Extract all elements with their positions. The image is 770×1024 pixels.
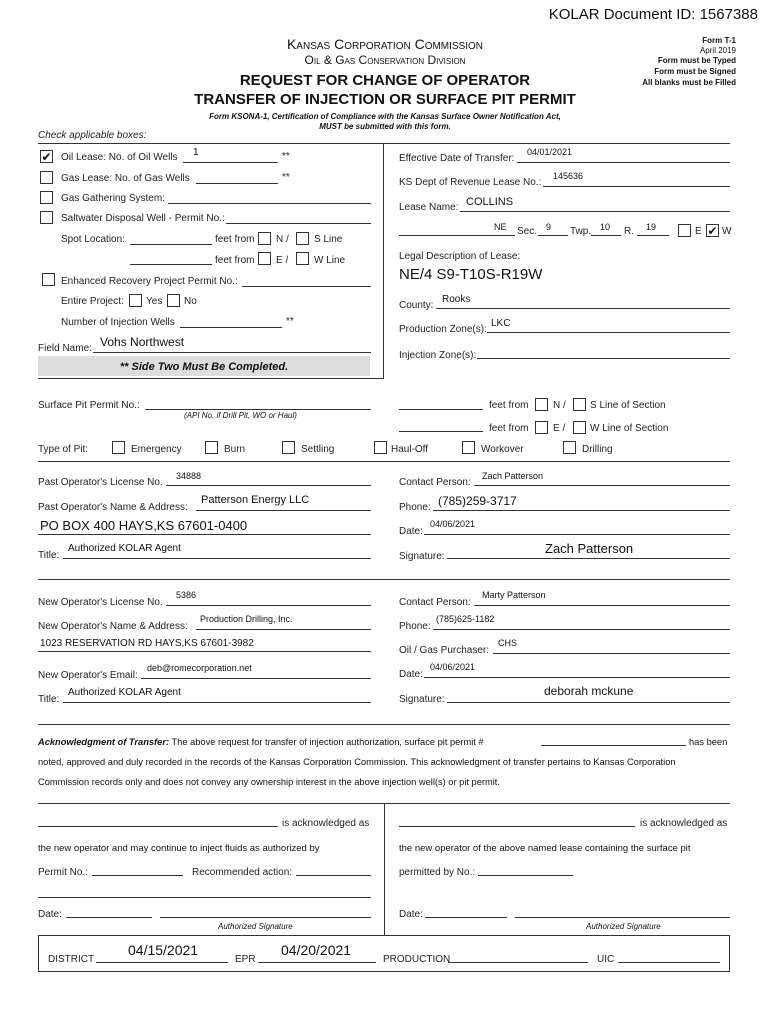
past-title-label: Title: bbox=[38, 550, 60, 561]
effective-date-value[interactable]: 04/01/2021 bbox=[527, 147, 573, 157]
production-zone-label: Production Zone(s): bbox=[399, 324, 487, 335]
range-w-checkbox[interactable]: ✔ bbox=[707, 224, 718, 238]
range-w-label: W bbox=[722, 226, 732, 237]
county-value[interactable]: Rooks bbox=[442, 294, 471, 305]
ack-text-1: The above request for transfer of injection authorization, surface pit permit # bbox=[171, 737, 484, 747]
agency-name: Kansas Corporation Commission bbox=[286, 36, 484, 52]
entire-project-label: Entire Project: bbox=[61, 296, 124, 307]
new-phone-label: Phone: bbox=[399, 621, 431, 632]
spot-s-label: S Line bbox=[314, 234, 343, 245]
past-date-value[interactable]: 04/06/2021 bbox=[430, 519, 476, 529]
pit-hauloff-checkbox[interactable] bbox=[374, 441, 387, 454]
epr-date[interactable]: 04/20/2021 bbox=[281, 942, 352, 958]
spot-n-label: N / bbox=[276, 234, 289, 245]
ack-right-is-ack: is acknowledged as bbox=[640, 818, 728, 829]
past-signature-label: Signature: bbox=[399, 551, 445, 562]
spot-s-checkbox[interactable] bbox=[296, 232, 309, 245]
surface-pit-permit-label: Surface Pit Permit No.: bbox=[38, 400, 140, 411]
ack-lead: Acknowledgment of Transfer: bbox=[38, 737, 170, 747]
range-value[interactable]: 19 bbox=[646, 222, 657, 232]
epr-label: EPR bbox=[235, 954, 256, 965]
check-boxes-label: Check applicable boxes: bbox=[38, 130, 147, 141]
ack-permit-no-label: Permit No.: bbox=[38, 867, 89, 878]
new-title-label: Title: bbox=[38, 694, 60, 705]
past-license-value[interactable]: 34888 bbox=[176, 471, 202, 481]
production-label: PRODUCTION bbox=[383, 954, 451, 965]
pit-emergency-label: Emergency bbox=[131, 444, 182, 455]
ack-text-2: noted, approved and duly recorded in the records of the Kansas Corporation Commission. This acknowledgment of transfer pertains to Kansas Corporation bbox=[38, 757, 676, 767]
injection-wells-star: ** bbox=[286, 316, 294, 327]
lease-name-label: Lease Name: bbox=[399, 202, 459, 213]
past-address-value[interactable]: PO BOX 400 HAYS,KS 67601-0400 bbox=[40, 518, 248, 533]
spot-w-label: W Line bbox=[314, 255, 346, 266]
ack-permitted-by-label: permitted by No.: bbox=[399, 867, 476, 878]
ack-right-date-label: Date: bbox=[399, 909, 423, 920]
past-name-label: Past Operator's Name & Address: bbox=[38, 502, 188, 513]
legal-description-value[interactable]: NE/4 S9-T10S-R19W bbox=[399, 266, 543, 283]
pit-burn-label: Burn bbox=[224, 444, 246, 455]
new-email-value[interactable]: deb@romecorporation.net bbox=[147, 663, 252, 673]
pit-emergency-checkbox[interactable] bbox=[112, 441, 125, 454]
ack-left-date-label: Date: bbox=[38, 909, 62, 920]
filled-note: All blanks must be Filled bbox=[642, 78, 736, 87]
legal-description-label: Legal Description of Lease: bbox=[399, 251, 521, 262]
spot-w-checkbox[interactable] bbox=[296, 252, 309, 265]
pit-drilling-label: Drilling bbox=[582, 444, 613, 455]
new-license-value[interactable]: 5386 bbox=[176, 590, 197, 600]
sec-label: Sec. bbox=[517, 226, 538, 237]
spot-e-checkbox[interactable] bbox=[258, 252, 271, 265]
range-e-checkbox[interactable] bbox=[678, 224, 691, 237]
pit-feet-from-ns: feet from bbox=[489, 400, 529, 411]
ksona-note: Form KSONA-1, Certification of Compliance with the Kansas Surface Owner Notification Act, bbox=[209, 112, 561, 121]
past-date-label: Date: bbox=[399, 526, 423, 537]
division-name: Oil & Gas Conservation Division bbox=[304, 53, 466, 67]
uic-label: UIC bbox=[597, 954, 615, 965]
ack-text-3: Commission records only and does not convey any ownership interest in the above injection well(s) or pit permit. bbox=[38, 777, 500, 787]
new-title-value[interactable]: Authorized KOLAR Agent bbox=[68, 687, 181, 698]
injection-zone-label: Injection Zone(s): bbox=[399, 350, 477, 361]
past-name-value[interactable]: Patterson Energy LLC bbox=[201, 494, 310, 506]
pit-n-label: N / bbox=[553, 400, 566, 411]
ksona-note-2: MUST be submitted with this form. bbox=[319, 122, 451, 131]
sec-value[interactable]: 9 bbox=[546, 222, 552, 232]
district-date[interactable]: 04/15/2021 bbox=[128, 942, 199, 958]
spot-feet-from-2: feet from bbox=[215, 255, 255, 266]
new-contact-label: Contact Person: bbox=[399, 597, 471, 608]
pit-drilling-checkbox[interactable] bbox=[563, 441, 576, 454]
entire-yes-checkbox[interactable] bbox=[129, 294, 142, 307]
oil-wells-star: ** bbox=[282, 151, 290, 162]
gas-gathering-checkbox[interactable] bbox=[40, 191, 53, 204]
entire-no-label: No bbox=[184, 296, 197, 307]
form-revision-date: April 2019 bbox=[699, 46, 736, 55]
county-label: County: bbox=[399, 300, 434, 311]
new-address-value[interactable]: 1023 RESERVATION RD HAYS,KS 67601-3982 bbox=[40, 638, 254, 649]
gas-wells-star: ** bbox=[282, 172, 290, 183]
oil-wells-value[interactable]: 1 bbox=[193, 147, 199, 158]
pit-w-label: W Line of Section bbox=[590, 423, 669, 434]
new-signature-label: Signature: bbox=[399, 694, 445, 705]
past-phone-value[interactable]: (785)259-3717 bbox=[438, 494, 517, 508]
pit-type-label: Type of Pit: bbox=[38, 444, 89, 455]
ksdr-label: KS Dept of Revenue Lease No.: bbox=[399, 177, 542, 188]
gas-lease-label: Gas Lease: No. of Gas Wells bbox=[61, 173, 190, 184]
new-signature-value[interactable]: deborah mckune bbox=[544, 684, 634, 698]
ack-left-auth-signature: Authorized Signature bbox=[218, 922, 293, 931]
side-two-note: ** Side Two Must Be Completed. bbox=[119, 361, 289, 373]
api-note: (API No. if Drill Pit, WO or Haul) bbox=[184, 411, 297, 420]
ack-line-1 bbox=[38, 737, 484, 747]
signed-note: Form must be Signed bbox=[654, 67, 736, 76]
ack-right-text: the new operator of the above named lease containing the surface pit bbox=[399, 843, 691, 854]
ack-left-text: the new operator and may continue to inject fluids as authorized by bbox=[38, 843, 320, 854]
new-date-value[interactable]: 04/06/2021 bbox=[430, 662, 476, 672]
past-contact-value[interactable]: Zach Patterson bbox=[482, 471, 544, 481]
past-contact-label: Contact Person: bbox=[399, 477, 471, 488]
pit-workover-checkbox[interactable] bbox=[462, 441, 475, 454]
lease-name-value[interactable]: COLLINS bbox=[466, 196, 514, 208]
production-zone-value[interactable]: LKC bbox=[491, 318, 511, 329]
new-name-label: New Operator's Name & Address: bbox=[38, 621, 188, 632]
past-signature-value[interactable]: Zach Patterson bbox=[545, 541, 634, 556]
new-date-label: Date: bbox=[399, 669, 423, 680]
eor-checkbox[interactable] bbox=[42, 273, 55, 286]
pit-burn-checkbox[interactable] bbox=[205, 441, 218, 454]
new-email-label: New Operator's Email: bbox=[38, 670, 138, 681]
swd-checkbox[interactable] bbox=[40, 211, 53, 224]
range-e-label: E bbox=[695, 226, 702, 237]
field-name-value[interactable]: Vohs Northwest bbox=[100, 335, 185, 349]
entire-yes-label: Yes bbox=[146, 296, 163, 307]
ksdr-value[interactable]: 145636 bbox=[553, 171, 584, 181]
spot-n-checkbox[interactable] bbox=[258, 232, 271, 245]
ack-has-been: has been bbox=[689, 737, 728, 747]
form-title-1: REQUEST FOR CHANGE OF OPERATOR bbox=[239, 72, 531, 89]
oil-lease-checkbox[interactable]: ✔ bbox=[41, 150, 52, 164]
ack-recommended-label: Recommended action: bbox=[192, 867, 293, 878]
entire-no-checkbox[interactable] bbox=[167, 294, 180, 307]
pit-s-label: S Line of Section bbox=[590, 400, 666, 411]
new-name-value[interactable]: Production Drilling, Inc. bbox=[200, 614, 293, 624]
typed-note: Form must be Typed bbox=[657, 56, 736, 65]
form-number: Form T-1 bbox=[702, 36, 736, 45]
pit-settling-label: Settling bbox=[301, 444, 335, 455]
spot-feet-from: feet from bbox=[215, 234, 255, 245]
pit-feet-from-ew: feet from bbox=[489, 423, 529, 434]
new-contact-value[interactable]: Marty Patterson bbox=[482, 590, 546, 600]
oil-lease-label: Oil Lease: No. of Oil Wells bbox=[61, 152, 178, 163]
form-title-2: TRANSFER OF INJECTION OR SURFACE PIT PERMIT bbox=[194, 91, 576, 108]
effective-date-label: Effective Date of Transfer: bbox=[399, 153, 515, 164]
purchaser-label: Oil / Gas Purchaser: bbox=[399, 645, 490, 656]
document-id: KOLAR Document ID: 1567388 bbox=[548, 6, 758, 23]
new-license-label: New Operator's License No. bbox=[38, 597, 163, 608]
gas-gathering-label: Gas Gathering System: bbox=[61, 193, 165, 204]
pit-settling-checkbox[interactable] bbox=[282, 441, 295, 454]
pit-hauloff-label: Haul-Off bbox=[391, 444, 429, 455]
quarter-value[interactable]: NE bbox=[494, 222, 507, 232]
pit-s-checkbox[interactable] bbox=[573, 398, 586, 411]
injection-wells-label: Number of Injection Wells bbox=[61, 317, 175, 328]
swd-label: Saltwater Disposal Well - Permit No.: bbox=[61, 213, 225, 224]
ack-right-auth-signature: Authorized Signature bbox=[586, 922, 661, 931]
pit-workover-label: Workover bbox=[481, 444, 524, 455]
purchaser-value[interactable]: CHS bbox=[498, 638, 518, 648]
spot-e-label: E / bbox=[276, 255, 289, 266]
pit-e-checkbox[interactable] bbox=[535, 421, 548, 434]
range-label: R. bbox=[624, 226, 634, 237]
spot-location-label: Spot Location: bbox=[61, 234, 125, 245]
pit-e-label: E / bbox=[553, 423, 566, 434]
eor-label: Enhanced Recovery Project Permit No.: bbox=[61, 276, 238, 287]
twp-value[interactable]: 10 bbox=[600, 222, 611, 232]
pit-n-checkbox[interactable] bbox=[535, 398, 548, 411]
district-label: DISTRICT bbox=[48, 954, 95, 965]
ack-left-is-ack: is acknowledged as bbox=[282, 818, 370, 829]
pit-w-checkbox[interactable] bbox=[573, 421, 586, 434]
past-license-label: Past Operator's License No. bbox=[38, 477, 163, 488]
past-title-value[interactable]: Authorized KOLAR Agent bbox=[68, 543, 181, 554]
new-phone-value[interactable]: (785)625-1182 bbox=[436, 614, 495, 624]
gas-lease-checkbox[interactable] bbox=[40, 171, 53, 184]
past-phone-label: Phone: bbox=[399, 502, 431, 513]
twp-label: Twp. bbox=[570, 226, 592, 237]
field-name-label: Field Name: bbox=[38, 343, 92, 354]
